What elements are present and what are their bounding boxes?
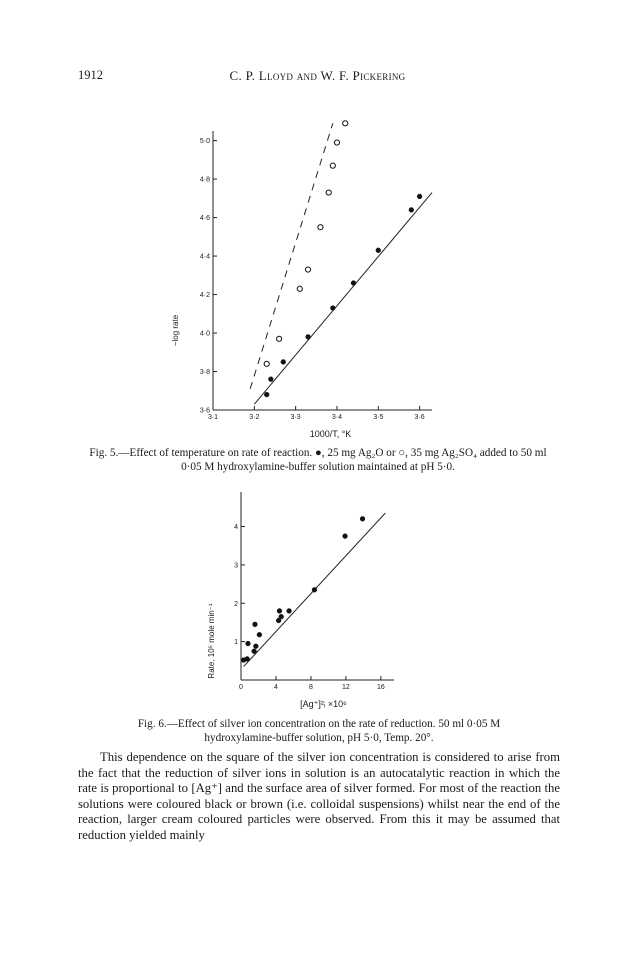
filled-data-point (268, 377, 273, 382)
filled-data-point (287, 609, 292, 614)
running-head: C. P. Lloyd and W. F. Pickering (229, 68, 406, 83)
filled-data-point (306, 334, 311, 339)
x-tick-label: 3·2 (249, 414, 260, 421)
fit-line-series-1 (254, 193, 432, 405)
y-tick-label: 2 (234, 600, 238, 608)
filled-data-point (253, 622, 258, 627)
filled-data-point (330, 306, 335, 311)
filled-data-point (277, 609, 282, 614)
open-data-point (318, 225, 323, 230)
filled-data-point (279, 614, 284, 619)
y-tick-label: 4·6 (199, 215, 210, 223)
y-tick-label: 4·2 (199, 292, 210, 300)
y-tick-label: 1 (234, 639, 238, 647)
chart-6 (207, 492, 394, 709)
filled-data-point (351, 281, 356, 286)
y-tick-label: 4·8 (199, 176, 210, 184)
open-data-point (264, 361, 269, 366)
figure-5-caption: Fig. 5.—Effect of temperature on rate of reaction. ●, 25 mg Ag₂O or ○, 35 mg Ag₂SO₄ added to 50 ml 0·05 M hydroxylamine-buffer solution maintained at pH 5·0. (89, 447, 547, 473)
x-tick-label: 3·1 (207, 414, 219, 421)
open-data-point (297, 286, 302, 291)
filled-data-point (417, 194, 422, 199)
x-tick-label: 3·6 (414, 414, 425, 421)
filled-data-point (281, 359, 286, 364)
filled-data-point (264, 392, 269, 397)
x-axis-label: 1000/T, °K (309, 429, 352, 439)
x-axis-label: [Ag⁺]²ᵢ ×10⁶ (300, 699, 347, 709)
y-axis-label: Rate, 10⁵ mole min⁻¹ (207, 603, 216, 679)
y-axis-label: −log rate (171, 314, 180, 347)
fit-line-series-2 (250, 123, 333, 389)
open-data-point (334, 140, 339, 145)
filled-data-point (245, 656, 250, 661)
filled-data-point (409, 207, 414, 212)
filled-data-point (253, 644, 258, 649)
x-tick-label: 3·4 (331, 414, 343, 421)
y-tick-label: 4 (234, 524, 238, 532)
body-text (78, 750, 560, 844)
body-paragraph: This dependence on the square of the silver ion concentration is considered to arise from the fact that the reduction of silver ions in solution is an autocatalytic reaction in which the rate is proportional to [Ag⁺] and the surface area of silver formed. For most of the reaction the solutions were coloured black or brown (i.e. colloidal suspensions) whilst near the end of the reaction, larger cream coloured particles were observed. From this it may be assumed that reduction yielded mainly (78, 750, 560, 842)
y-tick-label: 3·6 (199, 407, 210, 415)
filled-data-point (257, 632, 262, 637)
x-tick-label: 3·3 (290, 414, 301, 421)
y-tick-label: 3·8 (199, 369, 210, 377)
open-data-point (305, 267, 310, 272)
filled-data-point (312, 587, 317, 592)
open-data-point (326, 190, 331, 195)
filled-data-point (360, 516, 365, 521)
x-tick-label: 8 (308, 684, 313, 691)
x-tick-label: 16 (376, 684, 385, 691)
y-tick-label: 4·4 (199, 253, 210, 261)
y-tick-label: 5·0 (199, 138, 210, 146)
y-tick-label: 3 (234, 562, 238, 570)
filled-data-point (376, 248, 381, 253)
filled-data-point (246, 641, 251, 646)
filled-data-point (252, 649, 257, 654)
open-data-point (343, 121, 348, 126)
figure-6-caption: Fig. 6.—Effect of silver ion concentration on the rate of reduction. 50 ml 0·05 M hydroxylamine-buffer solution, pH 5·0, Temp. 20°. (137, 718, 501, 744)
open-data-point (330, 163, 335, 168)
y-tick-label: 4·0 (199, 330, 210, 338)
open-data-point (277, 336, 282, 341)
chart-5 (171, 121, 432, 439)
filled-data-point (343, 534, 348, 539)
x-tick-label: 12 (342, 684, 350, 691)
x-tick-label: 4 (274, 684, 278, 691)
page-number: 1912 (78, 68, 103, 82)
x-tick-label: 3·5 (373, 414, 384, 421)
x-tick-label: 0 (239, 684, 243, 691)
